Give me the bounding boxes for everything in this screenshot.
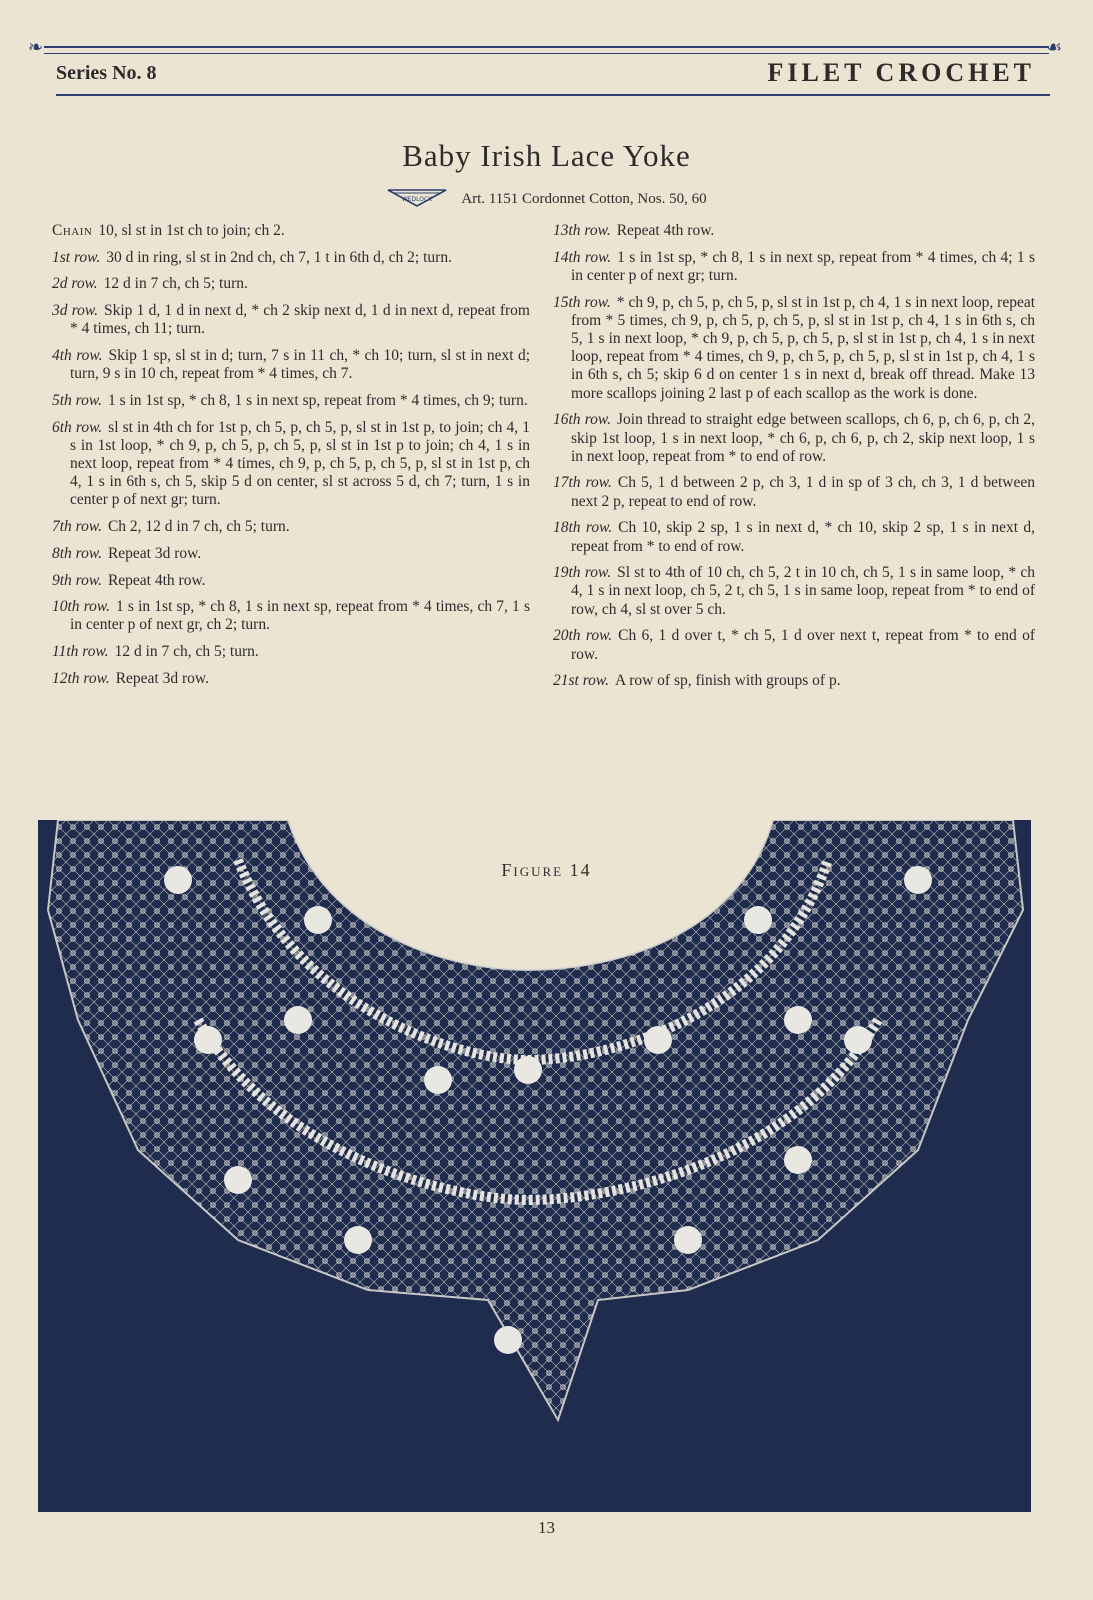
instructions-right-column	[553, 222, 1035, 699]
instruction-row	[553, 519, 1035, 555]
header-rule-bottom	[56, 94, 1050, 96]
instruction-row	[52, 249, 530, 267]
instruction-row	[553, 564, 1035, 619]
row-label: 20th row.	[553, 627, 613, 645]
instruction-row	[553, 474, 1035, 510]
row-text: Join thread to straight edge between scallops, ch 6, p, ch 6, p, ch 2, skip 1st loop, 1 s in next loop, * ch 6, p, ch 6, p, ch 2, skip next loop, 1 s in next loop, repeat from * to end of row.	[571, 411, 1035, 465]
instruction-row	[52, 572, 530, 590]
page-title: Baby Irish Lace Yoke	[402, 138, 691, 173]
row-text: Ch 2, 12 d in 7 ch, ch 5; turn.	[107, 518, 290, 536]
instruction-row	[52, 598, 530, 634]
row-label: 5th row.	[52, 391, 102, 409]
subtitle-line	[0, 186, 1093, 213]
instruction-row	[553, 672, 1035, 690]
row-label: 16th row.	[553, 411, 611, 429]
row-text: A row of sp, finish with groups of p.	[614, 672, 841, 690]
row-text: Repeat 3d row.	[115, 669, 209, 687]
instruction-row	[52, 518, 530, 536]
instruction-row	[553, 411, 1035, 466]
row-label: 2d row.	[52, 275, 98, 293]
instruction-row	[52, 670, 530, 688]
instruction-row	[52, 347, 530, 383]
row-text: Repeat 3d row.	[107, 544, 202, 562]
row-text: Ch 6, 1 d over t, * ch 5, 1 d over next t, repeat from * to end of row.	[571, 627, 1035, 663]
instruction-row	[52, 392, 530, 410]
row-text: 30 d in ring, sl st in 2nd ch, ch 7, 1 t in 6th d, ch 2; turn.	[106, 248, 452, 266]
row-label: 13th row.	[553, 222, 611, 239]
logo-text: WEDLOCK	[402, 196, 433, 203]
chain-intro-label: Chain	[52, 222, 93, 239]
row-text: Ch 10, skip 2 sp, 1 s in next d, * ch 10, skip 2 sp, 1 s in next d, repeat from * to end of row.	[571, 519, 1035, 555]
instruction-row	[553, 294, 1035, 403]
row-text: Sl st to 4th of 10 ch, ch 5, 2 t in 10 ch, ch 5, 1 s in same loop, * ch 4, 1 s in next loop, ch 5, 2 t, ch 5, 1 s in same loop, repeat from * to end of row, ch 4, sl st over 5 ch.	[571, 564, 1036, 618]
row-text: 1 s in 1st sp, * ch 8, 1 s in next sp, repeat from * 4 times, ch 4; 1 s in center p of next gr; turn.	[571, 248, 1036, 284]
row-label: 9th row.	[52, 571, 102, 589]
row-label: 15th row.	[553, 293, 611, 311]
row-label: 1st row.	[52, 248, 101, 266]
instructions-left-column	[52, 222, 530, 697]
instruction-row	[553, 627, 1035, 663]
row-label: 17th row.	[553, 474, 612, 492]
row-label: 4th row.	[52, 347, 103, 365]
figure-14-lace-yoke-photo	[38, 820, 1031, 1512]
row-text: Skip 1 d, 1 d in next d, * ch 2 skip next d, 1 d in next d, repeat from * 4 times, ch 11; turn.	[70, 302, 530, 338]
row-text: 12 d in 7 ch, ch 5; turn.	[114, 643, 259, 661]
subtitle-text: Art. 1151 Cordonnet Cotton, Nos. 50, 60	[461, 190, 707, 207]
header-rule-top	[44, 46, 1049, 54]
row-label: 10th row.	[52, 598, 110, 616]
figure-caption: Figure 14	[501, 860, 592, 880]
row-label: 14th row.	[553, 248, 612, 266]
instruction-row	[553, 249, 1035, 285]
row-text: Repeat 4th row.	[107, 571, 206, 589]
row-label: 12th row.	[52, 669, 110, 687]
row-text: 1 s in 1st sp, * ch 8, 1 s in next sp, repeat from * 4 times, ch 9; turn.	[107, 391, 528, 409]
row-text: 12 d in 7 ch, ch 5; turn.	[103, 275, 248, 293]
header-ornament-left-icon: ❧	[28, 37, 44, 58]
row-label: 21st row.	[553, 672, 609, 690]
row-text: Skip 1 sp, sl st in d; turn, 7 s in 11 ch, * ch 10; turn, sl st in next d; turn, 9 s in 10 ch, repeat from * 4 times, ch 7.	[70, 347, 531, 383]
header-ornament-right-icon: ☙	[1046, 37, 1063, 58]
page-number: 13	[538, 1518, 555, 1537]
chain-intro	[52, 222, 530, 240]
wedlock-logo-icon	[386, 186, 448, 213]
instruction-row	[52, 275, 530, 293]
row-label: 3d row.	[52, 302, 98, 320]
row-text: sl st in 4th ch for 1st p, ch 5, p, ch 5, p, sl st in 1st p, to join; ch 4, 1 s in 1st loop, * ch 9, p, ch 5, p, ch 5, p, sl st in 1st p to join; ch 4, 1 s in next loop, repeat from * 4 times, ch 9, p, ch 5, p, ch 5, p, sl st in 1st p, ch 4, 1 s in 6th s, ch 5, skip 5 d on center, sl st across 5 d, ch 7; turn, 1 s in center p of next gr; turn.	[70, 418, 530, 509]
running-title: FILET CROCHET	[767, 58, 1035, 87]
row-text: Ch 5, 1 d between 2 p, ch 3, 1 d in sp of 3 ch, ch 3, 1 d between next 2 p, repeat to end of row.	[571, 474, 1035, 510]
row-label: 7th row.	[52, 518, 102, 536]
chain-intro-text: 10, sl st in 1st ch to join; ch 2.	[98, 222, 285, 239]
row-text: 1 s in 1st sp, * ch 8, 1 s in next sp, repeat from * 4 times, ch 7, 1 s in center p of next gr, ch 2; turn.	[70, 598, 530, 634]
series-label: Series No. 8	[56, 62, 157, 84]
row-text: Repeat 4th row.	[616, 222, 715, 239]
instruction-row	[553, 222, 1035, 240]
instruction-row	[52, 302, 530, 338]
instruction-row	[52, 545, 530, 563]
instruction-row	[52, 419, 530, 510]
row-text: * ch 9, p, ch 5, p, ch 5, p, sl st in 1st p, ch 4, 1 s in next loop, repeat from * 5 times, ch 9, p, ch 5, p, ch 5, p, sl st in 1st p, ch 4, 1 s in 6th s, ch 5, 1 s in next loop, * ch 9, p, ch 5, p, ch 5, p, sl st in 1st p, ch 4, 1 s in next loop, repeat from * 4 times, ch 9, p, ch 5, p, ch 5, p, sl st in 1st p, ch 4, 1 s in 6th s, ch 5; skip 6 d on center 1 s in next d, break off thread. Make 13 more scallops joining 2 last p of each scallop as the work is done.	[571, 293, 1036, 402]
row-label: 8th row.	[52, 544, 102, 562]
row-label: 11th row.	[52, 643, 109, 661]
row-label: 6th row.	[52, 418, 103, 436]
row-label: 19th row.	[553, 564, 612, 582]
instruction-row	[52, 643, 530, 661]
row-label: 18th row.	[553, 519, 613, 537]
